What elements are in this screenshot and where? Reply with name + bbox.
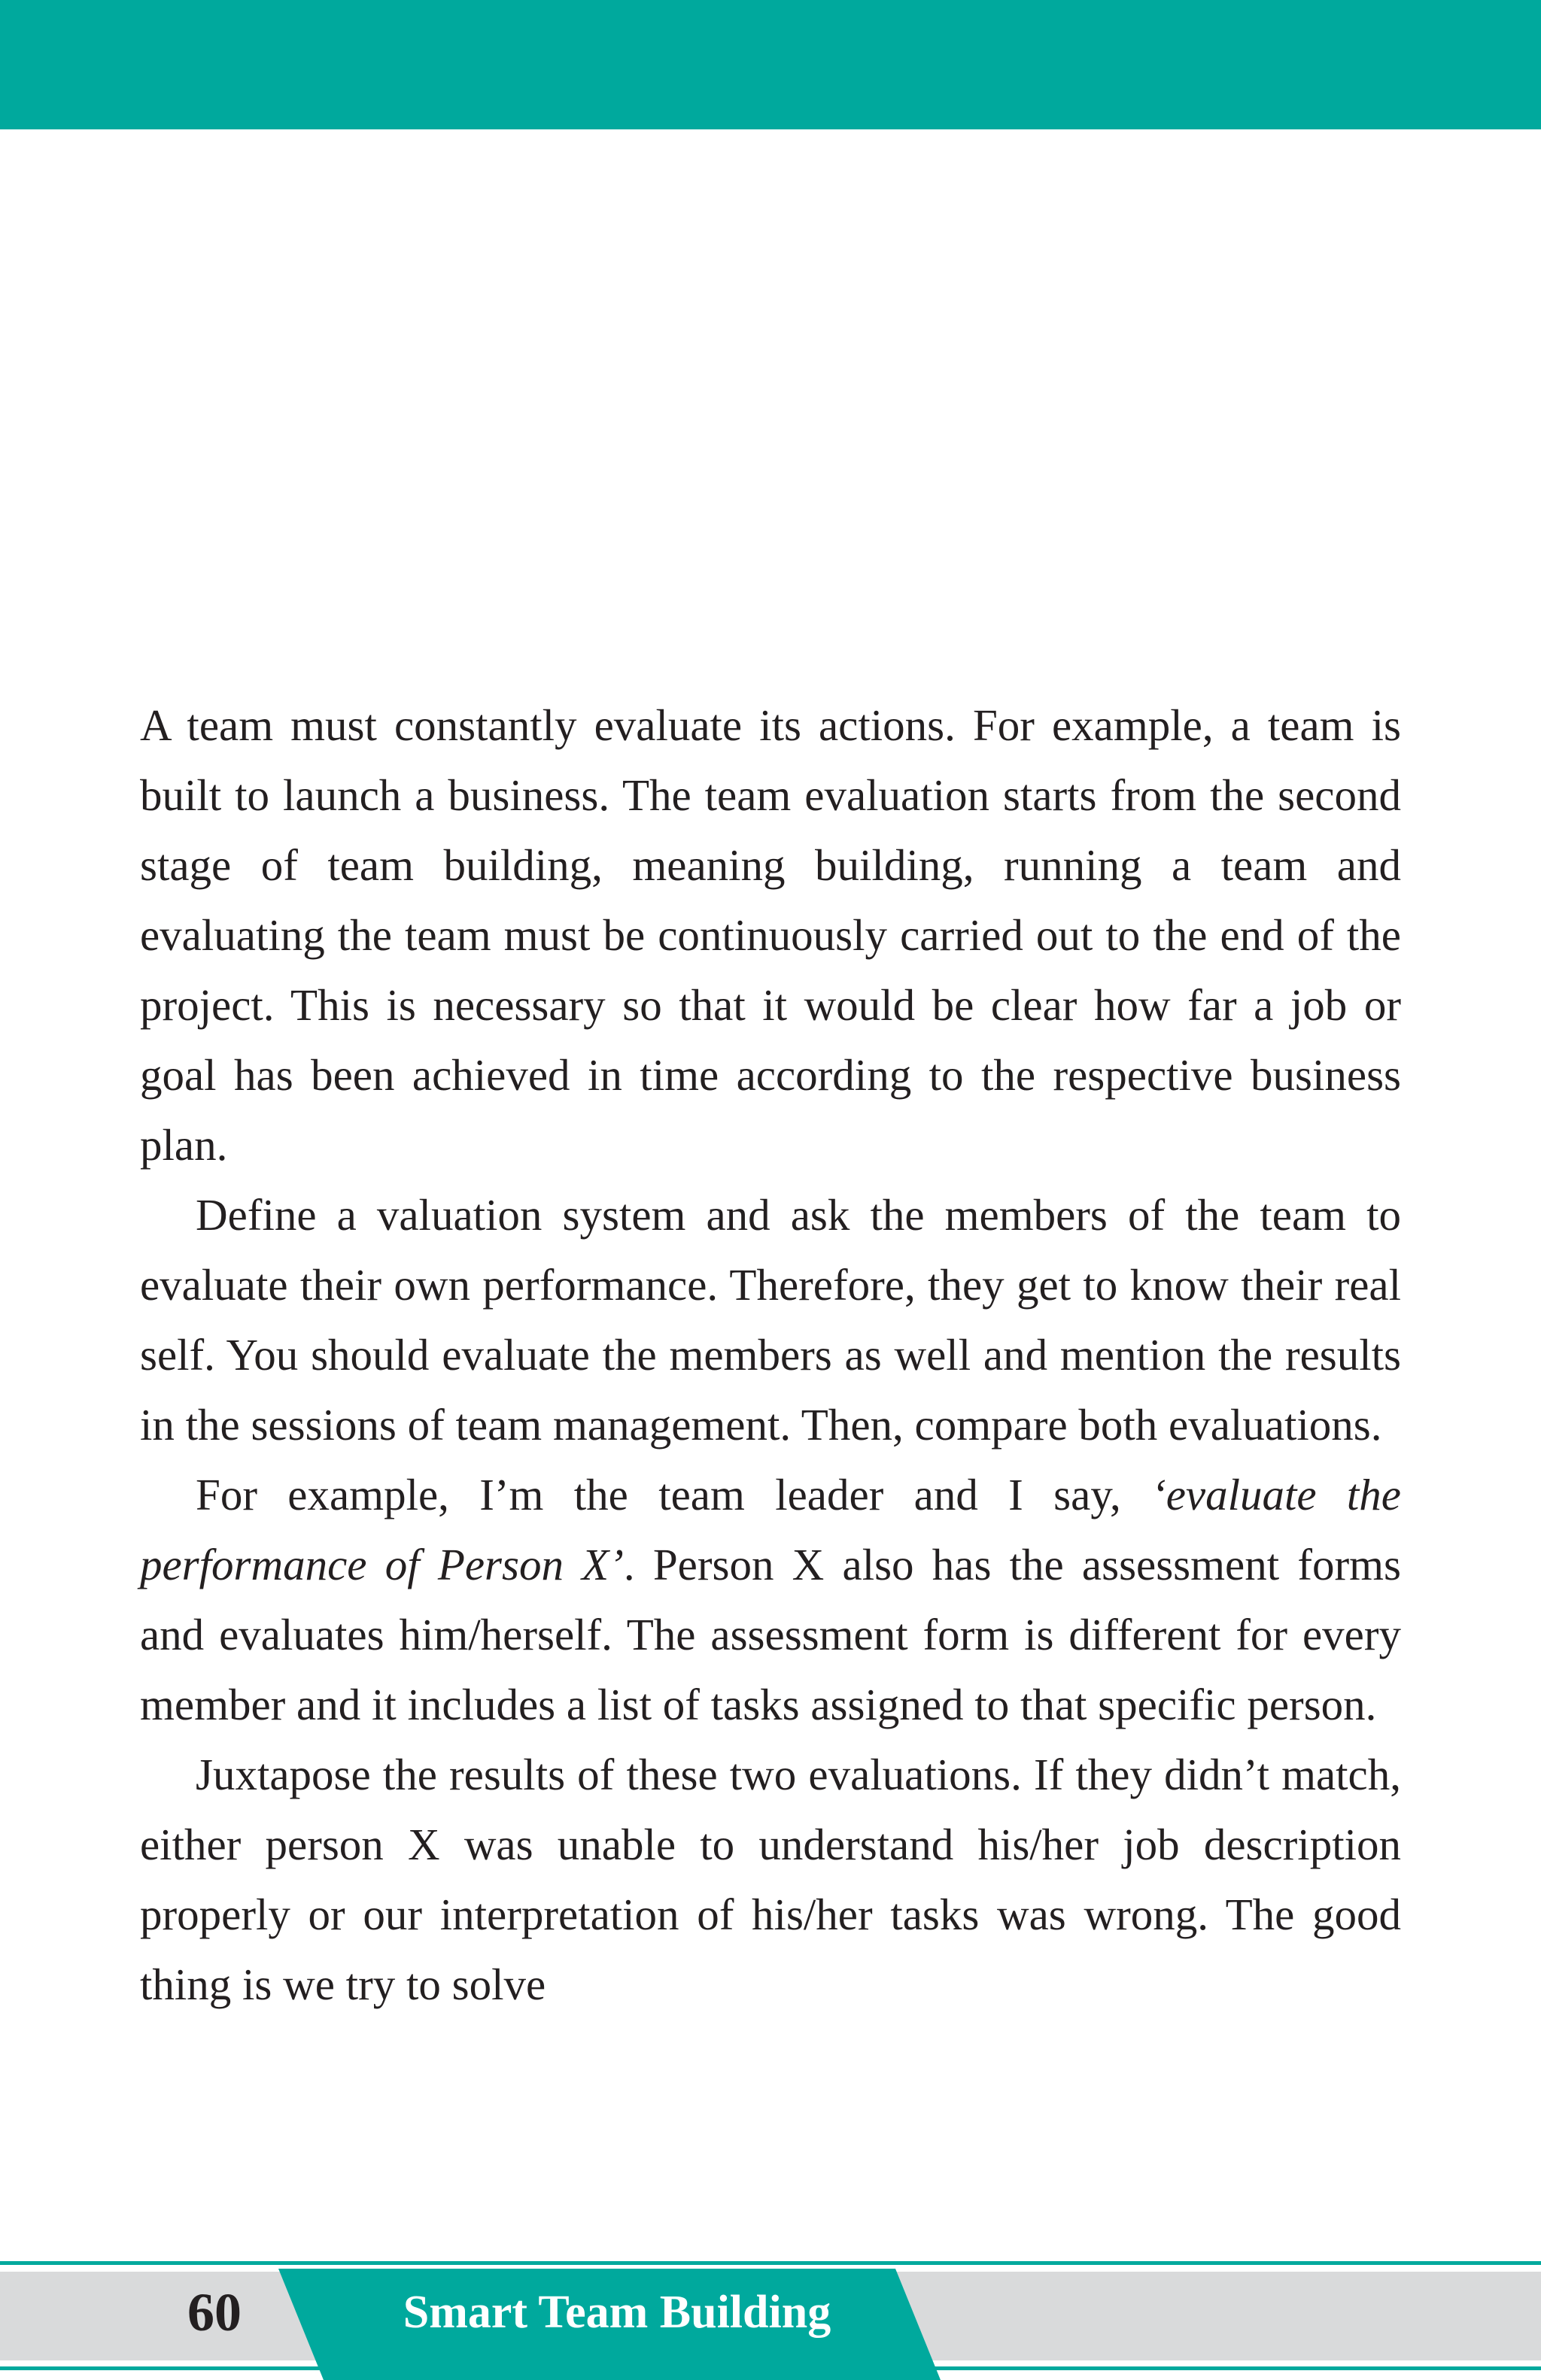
paragraph-2: Define a valuation system and ask the members of the team to evaluate their own performance. Therefore, they get to know their real self. You should evaluate the members as well and mention the results in the sessions of team management. Then, compare both evaluations. (140, 1190, 1401, 1450)
page-number: 60 (187, 2282, 242, 2342)
book-title: Smart Team Building (403, 2287, 831, 2338)
footer-top-rule (0, 2261, 1541, 2265)
paragraph-4: Juxtapose the results of these two evaluations. If they didn’t match, either person X was unable to understand his/her job description properly or our interpretation of his/her tasks was wrong. The good thing is we try to solve (140, 1750, 1401, 2009)
paragraph-3 (140, 1460, 1401, 1740)
paragraph-1: A team must constantly evaluate its actions. For example, a team is built to launch a business. The team evaluation starts from the second stage of team building, meaning building, running a team and evaluating the team must be continuously carried out to the end of the project. This is necessary so that it would be clear how far a job or goal has been achieved in time according to the respective business plan. (140, 700, 1401, 1170)
header-color-band (0, 0, 1541, 129)
body-text (140, 691, 1401, 2020)
paragraph-3-end: . Person X also has the assessment forms and evaluates him/herself. The assessment form is different for every member and it includes a list of tasks assigned to that specific person. (140, 1540, 1401, 1729)
paragraph-3-quote: ‘evaluate the performance of Person X’ (140, 1470, 1401, 1589)
paragraph-3-start: For example, I’m the team leader and I say, (196, 1470, 1152, 1519)
